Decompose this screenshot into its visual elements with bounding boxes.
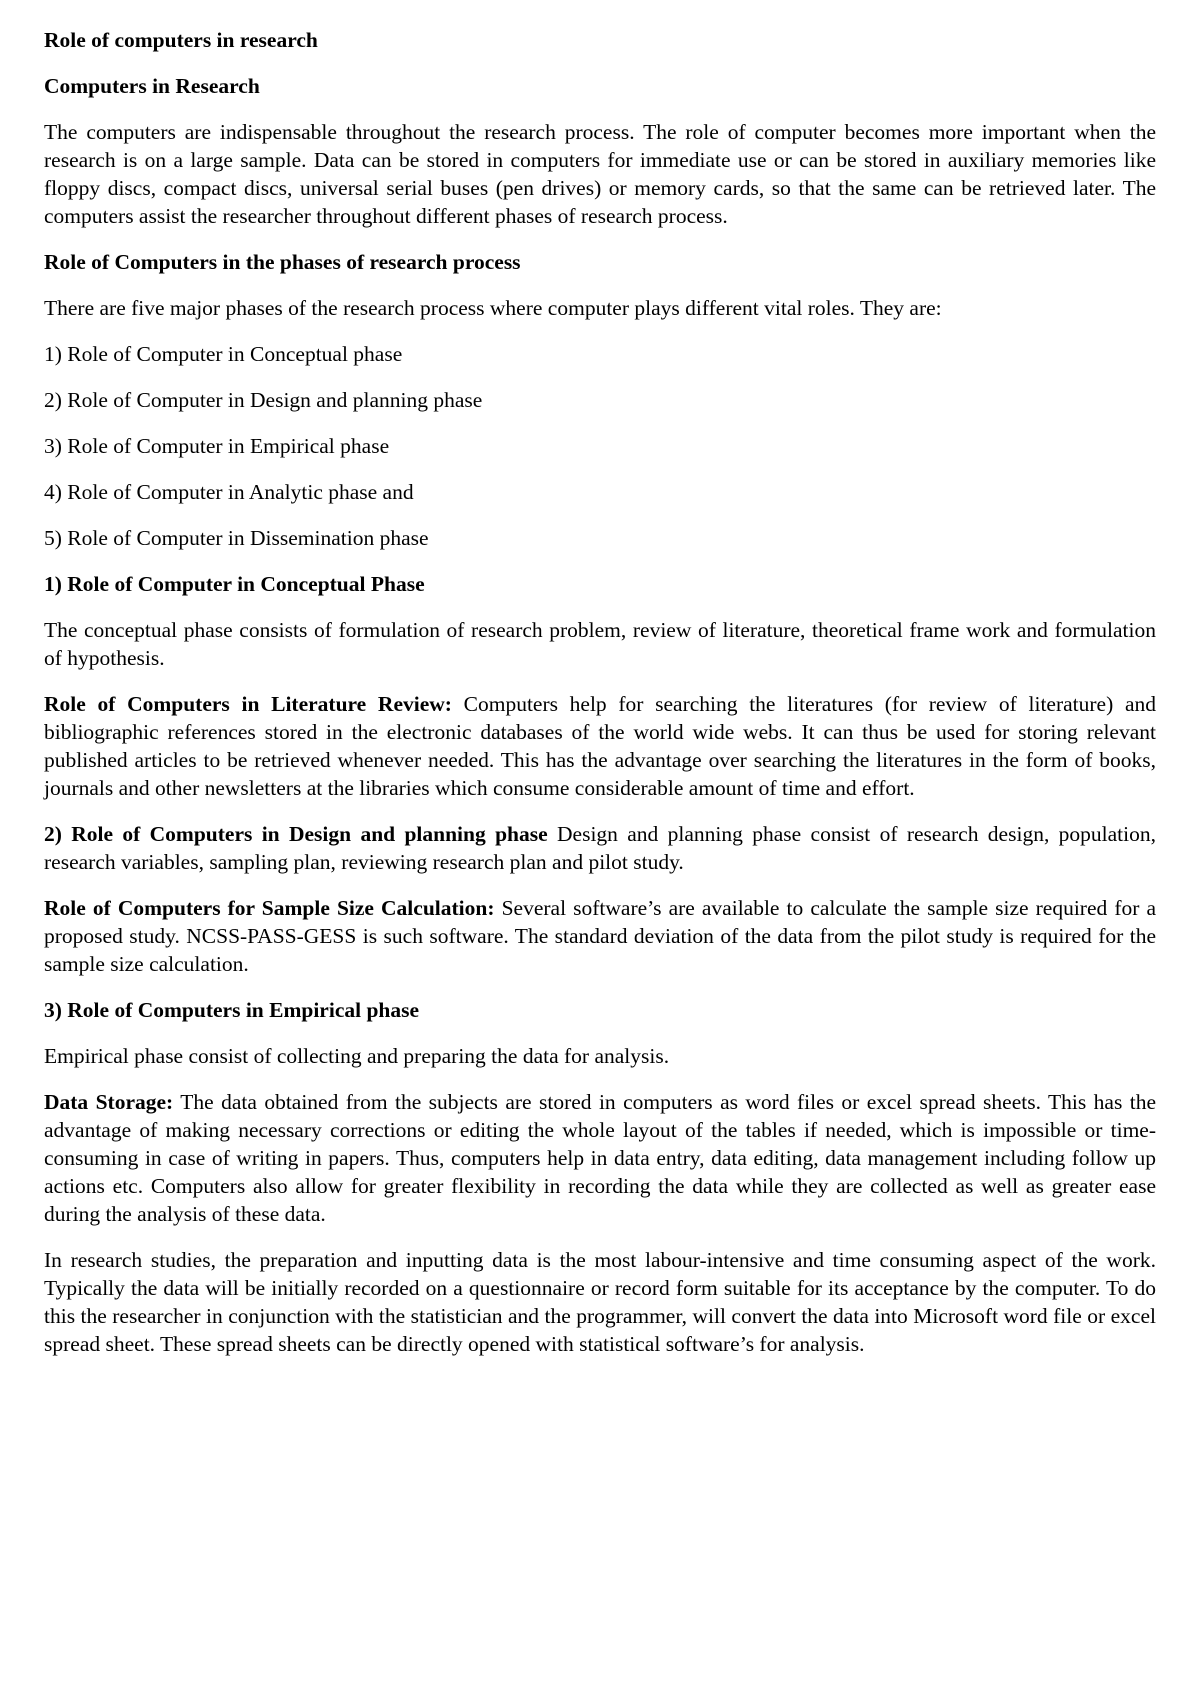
design-phase-text: Design and planning phase consist of research design, population, research variables, sampling plan, reviewing research plan and pilot study.: [44, 822, 1156, 874]
conceptual-phase-paragraph: The conceptual phase consists of formulation of research problem, review of literature, theoretical frame work and formulation of hypothesis.: [44, 618, 1156, 670]
literature-review-paragraph: [44, 690, 1156, 802]
final-paragraph: In research studies, the preparation and inputting data is the most labour-intensive and time consuming aspect of the work. Typically the data will be initially recorded on a questionnaire or record form suitable for its acceptance by the computer. To do this the researcher in conjunction with the statistician and the programmer, will convert the data into Microsoft word file or excel spread sheet. These spread sheets can be directly opened with statistical software’s for analysis.: [44, 1248, 1156, 1356]
sample-size-label: Role of Computers for Sample Size Calculation:: [44, 896, 495, 920]
design-phase-label: 2) Role of Computers in Design and planning phase: [44, 822, 548, 846]
section-heading: Computers in Research: [44, 74, 260, 98]
phase-list-item: 1) Role of Computer in Conceptual phase: [44, 342, 403, 366]
data-storage-label: Data Storage:: [44, 1090, 174, 1114]
phase-list-item: 3) Role of Computer in Empirical phase: [44, 434, 390, 458]
literature-review-label: Role of Computers in Literature Review:: [44, 692, 452, 716]
intro-paragraph: The computers are indispensable throughout the research process. The role of computer becomes more important when the research is on a large sample. Data can be stored in computers for immediate use or can be stored in auxiliary memories like floppy discs, compact discs, universal serial buses (pen drives) or memory cards, so that the same can be retrieved later. The computers assist the researcher throughout different phases of research process.: [44, 120, 1156, 228]
conceptual-phase-heading: 1) Role of Computer in Conceptual Phase: [44, 572, 425, 596]
sample-size-text: Several software’s are available to calculate the sample size required for a proposed study. NCSS-PASS-GESS is such software. The standard deviation of the data from the pilot study is required for the sample size calculation.: [44, 896, 1157, 976]
empirical-phase-heading: 3) Role of Computers in Empirical phase: [44, 998, 420, 1022]
document-title: Role of computers in research: [44, 28, 318, 52]
data-storage-paragraph: [44, 1088, 1156, 1228]
phases-intro-paragraph: There are five major phases of the research process where computer plays different vital roles. They are:: [44, 296, 942, 320]
literature-review-text: Computers help for searching the literatures (for review of literature) and bibliographic references stored in the electronic databases of the world wide webs. It can thus be used for storing relevant published articles to be retrieved whenever needed. This has the advantage over searching the literatures in the form of books, journals and other newsletters at the libraries which consume considerable amount of time and effort.: [44, 692, 1156, 800]
design-phase-paragraph: [44, 820, 1156, 876]
sample-size-paragraph: [44, 894, 1156, 978]
phase-list-item: 4) Role of Computer in Analytic phase and: [44, 480, 414, 504]
phase-list-item: 2) Role of Computer in Design and planning phase: [44, 388, 483, 412]
empirical-phase-paragraph: Empirical phase consist of collecting and preparing the data for analysis.: [44, 1044, 670, 1068]
phases-heading: Role of Computers in the phases of research process: [44, 250, 521, 274]
data-storage-text: The data obtained from the subjects are stored in computers as word files or excel spread sheets. This has the advantage of making necessary corrections or editing the whole layout of the tables if needed, which is impossible or time-consuming in case of writing in papers. Thus, computers help in data entry, data editing, data management including follow up actions etc. Computers also allow for greater flexibility in recording the data while they are collected as well as greater ease during the analysis of these data.: [44, 1090, 1156, 1226]
phase-list-item: 5) Role of Computer in Dissemination phase: [44, 526, 429, 550]
